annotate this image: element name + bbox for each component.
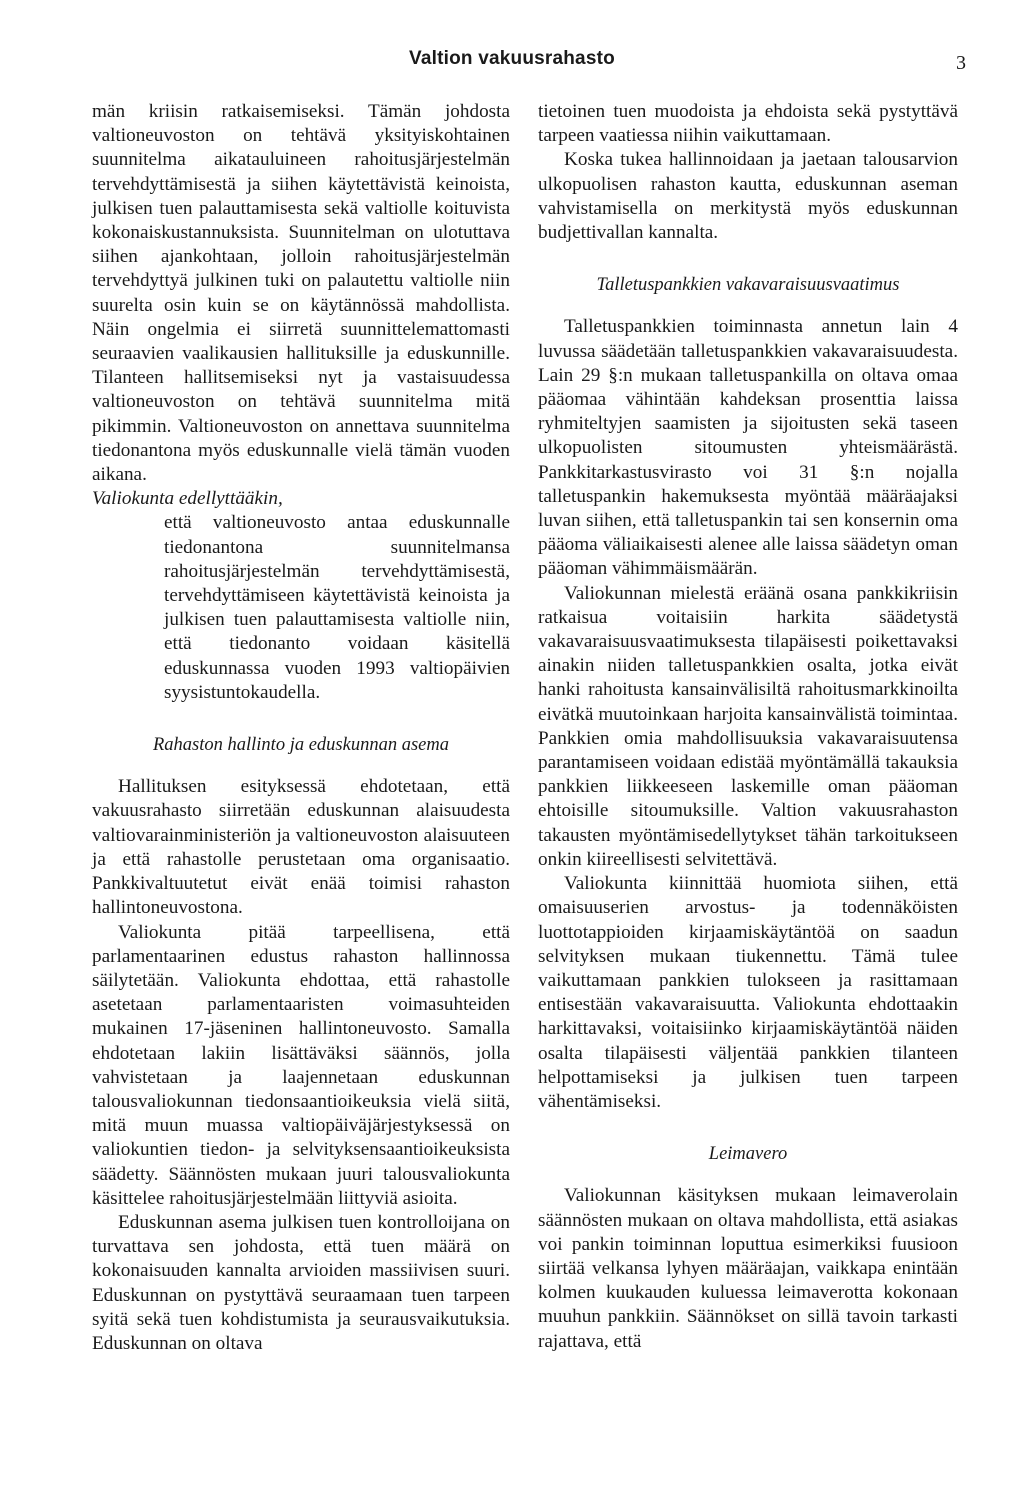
page-number: 3 xyxy=(956,52,966,74)
paragraph: Eduskunnan asema julkisen tuen kontrolloijana on turvattava sen johdosta, että tuen määrä on kokonaisuuden kannalta arvioiden massiivisen suuri. Eduskunnan on pystyttävä seuraamaan tuen tarpeen syitä sekä tuen kohdistumista ja seurausvaikutuksia. Eduskunnan on oltava xyxy=(92,1211,510,1354)
section-heading: Rahaston hallinto ja eduskunnan asema xyxy=(153,735,449,756)
paragraph: Valiokunta kiinnittää huomiota siihen, että omaisuuserien arvostus- ja todennäköisten luottotappioiden kirjaamiskäytäntöä on saadun selvityksen mukaan tiukennettu. Tämä tulee vaikuttamaan pankkien tulokseen ja rasittamaan entisestään vakavaraisuutta. Valiokunta ehdottaakin harkittavaksi, voitaisiinko kirjaamiskäytäntöä näiden osalta tilapäisesti väljentää pankkien tilanteen helpottamiseksi ja julkisen tuen tarpeen vähentämiseksi. xyxy=(538,873,958,1112)
paragraph: Talletuspankkien toiminnasta annetun lain 4 luvussa säädetään talletuspankkien vakavaraisuudesta. Lain 29 §:n mukaan talletuspankilla on oltava omaa pääomaa vähintään kahdeksan prosenttia laissa ryhmiteltyjen saamisten ja sijoitusten sekä taseen ulkopuolisten sitoumusten yhteismäärästä. Pankkitarkastusvirasto voi 31 §:n nojalla talletuspankin hakemuksesta myöntää määräajaksi luvan siihen, että talletuspankin tai sen konsernin oma pääoma väliaikaisesti alenee alle laissa säädetyn oman pääoman vähimmäismäärän. xyxy=(538,316,958,580)
paragraph: tietoinen tuen muodoista ja ehdoista sekä pystyttävä tarpeen vaatiessa niihin vaikuttamaan. xyxy=(538,101,958,147)
paragraph: Valiokunnan mielestä eräänä osana pankkikriisin ratkaisua voitaisiin harkita säädetystä vakavaraisuusvaatimuksesta tilapäisesti poikettavaksi ainakin niiden talletuspankkien osalta, jotka eivät hanki rahoitusta kansainvälisiltä rahoitusmarkkinoilta eivätkä muutoinkaan harjoita kansainvälistä toimintaa. Pankkien omia mahdollisuuksia vakavaraisuutensa parantamiseen voidaan edistää myöntämällä takauksia pankkien liikkeeseen laskemille oman pääoman ehtoisille sitoumuksille. Valtion vakuusrahaston takausten myöntämisedellytykset tähän tarkoitukseen onkin kiireellisesti selvitettävä. xyxy=(538,582,958,870)
running-title: Valtion vakuusrahasto xyxy=(409,48,615,69)
resolution-text: että valtioneuvosto antaa eduskunnalle tiedonantona suunnitelmansa rahoitusjärjestelmän tervehdyttämisestä, tervehdyttämiseen käytettävistä keinoista ja julkisen tuen palauttamisesta valtiolle niin, että tiedonanto voidaan käsitellä eduskunnassa vuoden 1993 valtiopäivien syysistuntokaudella. xyxy=(164,512,510,703)
paragraph: män kriisin ratkaisemiseksi. Tämän johdosta valtioneuvoston on tehtävä yksityiskohtainen suunnitelma aikatauluineen rahoitusjärjestelmän tervehdyttämisestä ja siihen käytettävistä keinoista, julkisen tuen palauttamisesta sekä valtiolle koituvista kokonaiskustannuksista. Suunnitelman on ulotuttava siihen ajankohtaan, jolloin rahoitusjärjestelmän tervehdyttyä julkinen tuki on palautettu valtiolle niin suurelta osin kuin se on käytännössä mahdollista. Näin ongelmia ei siirretä suunnittelemattomasti seuraavien vaalikausien hallituksille ja eduskunnille. Tilanteen hallitsemiseksi nyt ja vastaisuudessa valtioneuvoston on tehtävä suunnitelma mitä pikimmin. Valtioneuvoston on annettava suunnitelma tiedonantona myös eduskunnalle vielä tämän vuoden aikana. xyxy=(92,101,510,486)
resolution-lead: Valiokunta edellyttääkin, xyxy=(92,488,283,510)
left-column xyxy=(92,100,510,1356)
paragraph: Valiokunta pitää tarpeellisena, että parlamentaarinen edustus rahaston hallinnossa säilytetään. Valiokunta ehdottaa, että rahastolle asetetaan parlamentaaristen voimasuhteiden mukainen 17-jäseninen hallintoneuvosto. Samalla ehdotetaan lakiin lisättäväksi säännös, jolla vahvistetaan ja laajennetaan eduskunnan talousvaliokunnan tiedonsaantioikeuksia vielä siitä, mitä muun muassa valtiopäiväjärjestyksessä on valiokuntien tiedon- ja selvityksensaantioikeuksista säädetty. Säännösten mukaan juuri talousvaliokunta käsittelee rahoitusjärjestelmään liittyviä asioita. xyxy=(92,921,510,1209)
paragraph: Valiokunnan käsityksen mukaan leimaverolain säännösten mukaan on oltava mahdollista, että asiakas voi pankin toiminnan loputtua esimerkiksi fuusioon siirtää velkansa lyhyen määräajan, vaikkapa enintään kolmen kuukauden kuluessa leimaverotta kokonaan muuhun pankkiin. Säännökset on sillä tavoin tarkasti rajattava, että xyxy=(538,1185,958,1352)
section-heading: Leimavero xyxy=(708,1144,788,1165)
paragraph: Koska tukea hallinnoidaan ja jaetaan talousarvion ulkopuolisen rahaston kautta, eduskunnan aseman vahvistamisella on merkitystä myös eduskunnan budjettivallan kannalta. xyxy=(538,149,958,244)
page-header xyxy=(0,44,1024,84)
paragraph: Hallituksen esityksessä ehdotetaan, että vakuusrahasto siirretään eduskunnan alaisuudesta valtiovarainministeriön ja valtioneuvoston alaisuuteen ja että rahastolle perustetaan oma organisaatio. Pankkivaltuutetut eivät enää toimisi rahaston hallintoneuvostona. xyxy=(92,776,510,919)
section-heading: Talletuspankkien vakavaraisuusvaatimus xyxy=(596,275,900,296)
right-column xyxy=(538,100,958,1354)
